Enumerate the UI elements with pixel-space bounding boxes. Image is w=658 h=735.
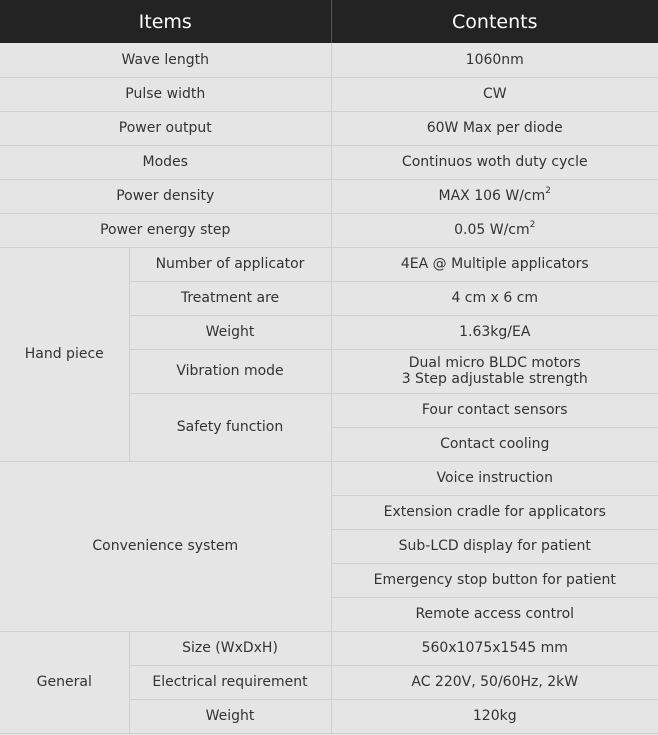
sub-label: Number of applicator bbox=[129, 247, 331, 281]
sub-label: Treatment are bbox=[129, 281, 331, 315]
row-label: Pulse width bbox=[0, 77, 331, 111]
table-row bbox=[0, 631, 658, 665]
sub-label: Weight bbox=[129, 315, 331, 349]
group-label-hand-piece: Hand piece bbox=[0, 247, 129, 461]
header-row bbox=[0, 0, 658, 43]
sub-label: Weight bbox=[129, 699, 331, 733]
row-value: Sub-LCD display for patient bbox=[331, 529, 658, 563]
row-value: Voice instruction bbox=[331, 461, 658, 495]
row-value bbox=[331, 179, 658, 213]
row-value: 1060nm bbox=[331, 43, 658, 77]
row-label: Power output bbox=[0, 111, 331, 145]
group-label-convenience-system: Convenience system bbox=[0, 461, 331, 631]
row-value: Remote access control bbox=[331, 597, 658, 631]
group-label-general: General bbox=[0, 631, 129, 733]
row-value: 560x1075x1545 mm bbox=[331, 631, 658, 665]
table-row bbox=[0, 461, 658, 495]
sub-label: Vibration mode bbox=[129, 349, 331, 393]
value-line: 3 Step adjustable strength bbox=[401, 371, 588, 387]
row-value: 120kg bbox=[331, 699, 658, 733]
sub-label: Size (WxDxH) bbox=[129, 631, 331, 665]
row-value: Four contact sensors bbox=[331, 393, 658, 427]
row-value: Contact cooling bbox=[331, 427, 658, 461]
table-row bbox=[0, 145, 658, 179]
row-value: 4EA @ Multiple applicators bbox=[331, 247, 658, 281]
table-row bbox=[0, 213, 658, 247]
row-value: 1.63kg/EA bbox=[331, 315, 658, 349]
row-label: Power density bbox=[0, 179, 331, 213]
table-row bbox=[0, 247, 658, 281]
table-row bbox=[0, 111, 658, 145]
row-value bbox=[331, 349, 658, 393]
table-row bbox=[0, 179, 658, 213]
value-text: MAX 106 W/cm bbox=[438, 188, 546, 204]
superscript: 2 bbox=[545, 186, 551, 197]
row-value: Continuos woth duty cycle bbox=[331, 145, 658, 179]
row-label: Power energy step bbox=[0, 213, 331, 247]
value-text: 0.05 W/cm bbox=[454, 222, 530, 238]
table-row bbox=[0, 77, 658, 111]
row-label: Wave length bbox=[0, 43, 331, 77]
row-value: AC 220V, 50/60Hz, 2kW bbox=[331, 665, 658, 699]
row-value bbox=[331, 213, 658, 247]
value-line: Dual micro BLDC motors bbox=[408, 355, 581, 371]
sub-label: Electrical requirement bbox=[129, 665, 331, 699]
row-value: Emergency stop button for patient bbox=[331, 563, 658, 597]
header-items: Items bbox=[0, 0, 331, 43]
sub-label: Safety function bbox=[129, 393, 331, 461]
header-contents: Contents bbox=[331, 0, 658, 43]
row-value: 60W Max per diode bbox=[331, 111, 658, 145]
superscript: 2 bbox=[529, 220, 536, 231]
row-value: 4 cm x 6 cm bbox=[331, 281, 658, 315]
row-value: CW bbox=[331, 77, 658, 111]
row-label: Modes bbox=[0, 145, 331, 179]
table-row bbox=[0, 43, 658, 77]
row-value: Extension cradle for applicators bbox=[331, 495, 658, 529]
